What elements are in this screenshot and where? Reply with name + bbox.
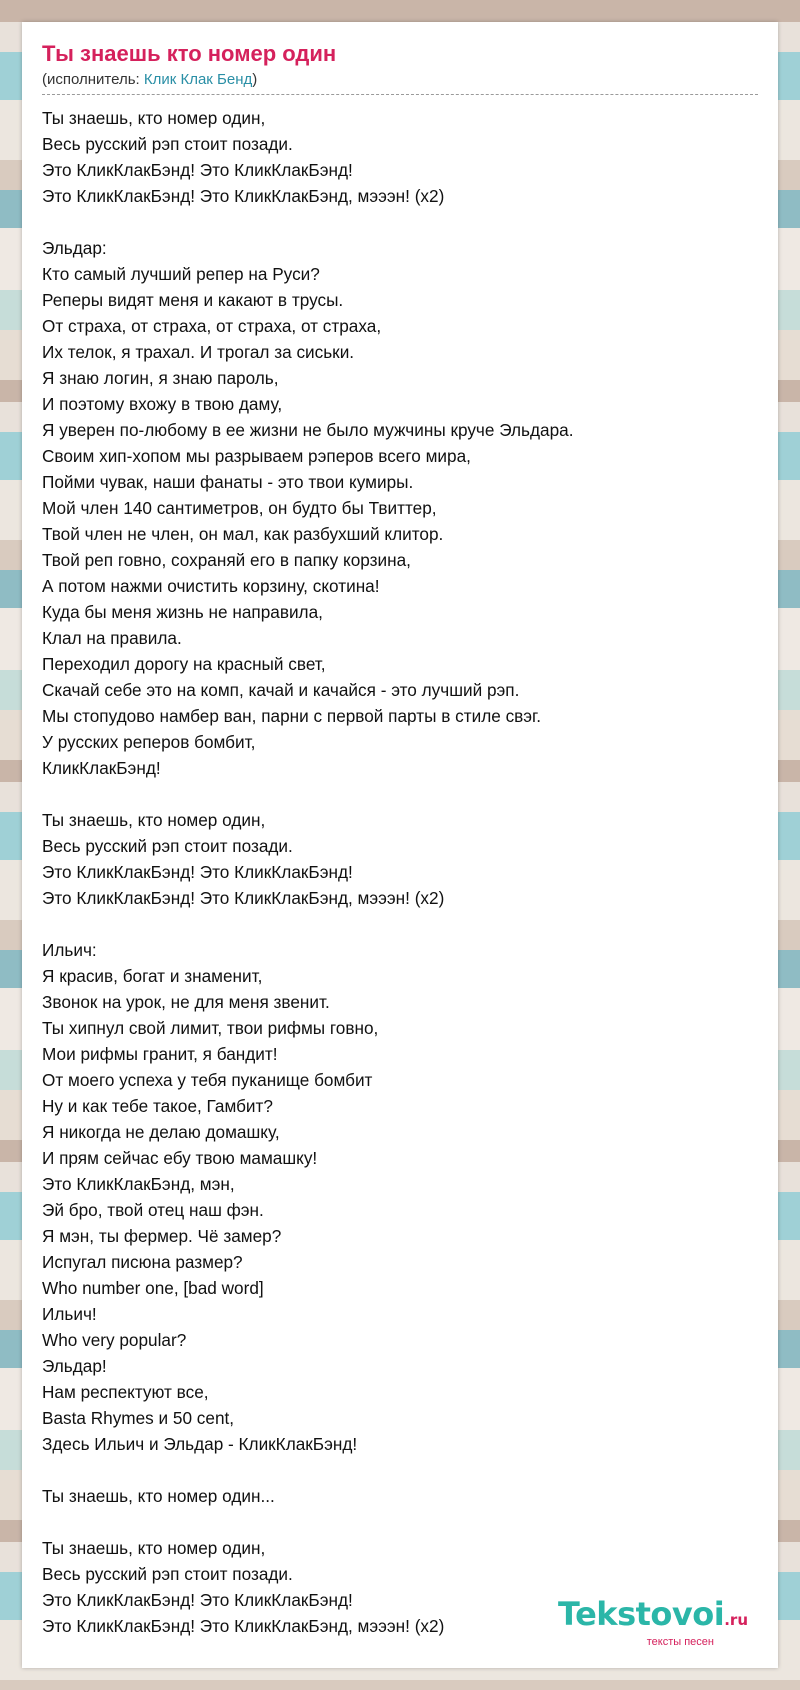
logo-text: Tekstovoi	[558, 1595, 725, 1633]
lyric-line: Куда бы меня жизнь не направила,	[42, 602, 323, 622]
lyric-line: Эльдар!	[42, 1356, 107, 1376]
lyric-line: У русских реперов бомбит,	[42, 732, 256, 752]
lyric-line: От страха, от страха, от страха, от страха,	[42, 316, 382, 336]
lyric-line: От моего успеха у тебя пуканище бомбит	[42, 1070, 373, 1090]
lyric-line	[42, 1509, 758, 1535]
lyric-line: Весь русский рэп стоит позади.	[42, 836, 293, 856]
logo-tagline: тексты песен	[646, 1636, 714, 1648]
lyric-line: Это КликКлакБэнд! Это КликКлакБэнд, мэээн! (x2)	[42, 186, 445, 206]
performer-suffix: )	[252, 71, 258, 88]
lyric-line: Переходил дорогу на красный свет,	[42, 654, 326, 674]
lyric-line: Ильич:	[42, 940, 97, 960]
lyric-line: Это КликКлакБэнд! Это КликКлакБэнд, мэээн! (x2)	[42, 888, 445, 908]
lyric-line: Своим хип-хопом мы разрываем рэперов всего мира,	[42, 446, 471, 466]
lyric-line: Ну и как тебе такое, Гамбит?	[42, 1096, 273, 1116]
lyric-line: Ты знаешь, кто номер один...	[42, 1486, 275, 1506]
lyric-line: Я уверен по-любому в ее жизни не было мужчины круче Эльдара.	[42, 420, 574, 440]
lyric-line: Эльдар:	[42, 238, 107, 258]
lyric-line: Ты знаешь, кто номер один,	[42, 810, 266, 830]
lyric-line: Нам респектуют все,	[42, 1382, 209, 1402]
lyric-line: Твой реп говно, сохраняй его в папку корзина,	[42, 550, 411, 570]
lyric-line: Эй бро, твой отец наш фэн.	[42, 1200, 264, 1220]
lyric-line: Это КликКлакБэнд, мэн,	[42, 1174, 235, 1194]
lyric-line: Я никогда не делаю домашку,	[42, 1122, 280, 1142]
lyric-line: Клал на правила.	[42, 628, 182, 648]
performer-prefix: (исполнитель:	[42, 71, 144, 88]
lyric-line: Кто самый лучший репер на Руси?	[42, 264, 320, 284]
lyric-line: Это КликКлакБэнд! Это КликКлакБэнд!	[42, 160, 353, 180]
lyric-line: Basta Rhymes и 50 cent,	[42, 1408, 235, 1428]
lyric-line: Реперы видят меня и какают в трусы.	[42, 290, 344, 310]
lyric-line: Мои рифмы гранит, я бандит!	[42, 1044, 278, 1064]
lyric-line: Мы стопудово намбер ван, парни с первой парты в стиле свэг.	[42, 706, 542, 726]
lyric-line: Пойми чувак, наши фанаты - это твои кумиры.	[42, 472, 414, 492]
lyric-line: Мой член 140 сантиметров, он будто бы Твиттер,	[42, 498, 437, 518]
lyric-line: Скачай себе это на комп, качай и качайся - это лучший рэп.	[42, 680, 520, 700]
lyric-line: Весь русский рэп стоит позади.	[42, 134, 293, 154]
lyrics-card	[22, 22, 778, 1668]
lyric-line: КликКлакБэнд!	[42, 758, 161, 778]
lyric-line: Твой член не член, он мал, как разбухший клитор.	[42, 524, 444, 544]
site-logo[interactable]	[558, 1595, 748, 1648]
lyric-line: Здесь Ильич и Эльдар - КликКлакБэнд!	[42, 1434, 358, 1454]
lyric-line: Ильич!	[42, 1304, 97, 1324]
lyric-line: А потом нажми очистить корзину, скотина!	[42, 576, 380, 596]
lyric-line: Их телок, я трахал. И трогал за сиськи.	[42, 342, 355, 362]
lyric-line: Who number one, [bad word]	[42, 1278, 264, 1298]
lyric-line: И прям сейчас ебу твою мамашку!	[42, 1148, 318, 1168]
lyric-line: Who very popular?	[42, 1330, 187, 1350]
lyric-line: Это КликКлакБэнд! Это КликКлакБэнд, мэээн! (x2)	[42, 1616, 445, 1636]
lyric-line: Ты хипнул свой лимит, твои рифмы говно,	[42, 1018, 379, 1038]
logo-tld: .ru	[724, 1611, 748, 1629]
song-title: Ты знаешь кто номер один	[42, 41, 337, 66]
lyric-line: Я мэн, ты фермер. Чё замер?	[42, 1226, 282, 1246]
lyric-line: Испугал писюна размер?	[42, 1252, 243, 1272]
lyrics-body	[42, 105, 758, 1639]
lyric-line	[42, 209, 758, 235]
lyric-line: Это КликКлакБэнд! Это КликКлакБэнд!	[42, 862, 353, 882]
lyric-line: Ты знаешь, кто номер один,	[42, 1538, 266, 1558]
performer-line	[42, 70, 758, 95]
logo-wordmark	[558, 1595, 748, 1636]
lyric-line: Я знаю логин, я знаю пароль,	[42, 368, 279, 388]
lyric-line	[42, 911, 758, 937]
lyric-line: Это КликКлакБэнд! Это КликКлакБэнд!	[42, 1590, 353, 1610]
lyric-line: Звонок на урок, не для меня звенит.	[42, 992, 330, 1012]
lyric-line: Весь русский рэп стоит позади.	[42, 1564, 293, 1584]
lyric-line: Ты знаешь, кто номер один,	[42, 108, 266, 128]
lyric-line: И поэтому вхожу в твою даму,	[42, 394, 283, 414]
lyric-line	[42, 1457, 758, 1483]
lyric-line	[42, 781, 758, 807]
lyric-line: Я красив, богат и знаменит,	[42, 966, 263, 986]
artist-link[interactable]: Клик Клак Бенд	[143, 71, 253, 88]
